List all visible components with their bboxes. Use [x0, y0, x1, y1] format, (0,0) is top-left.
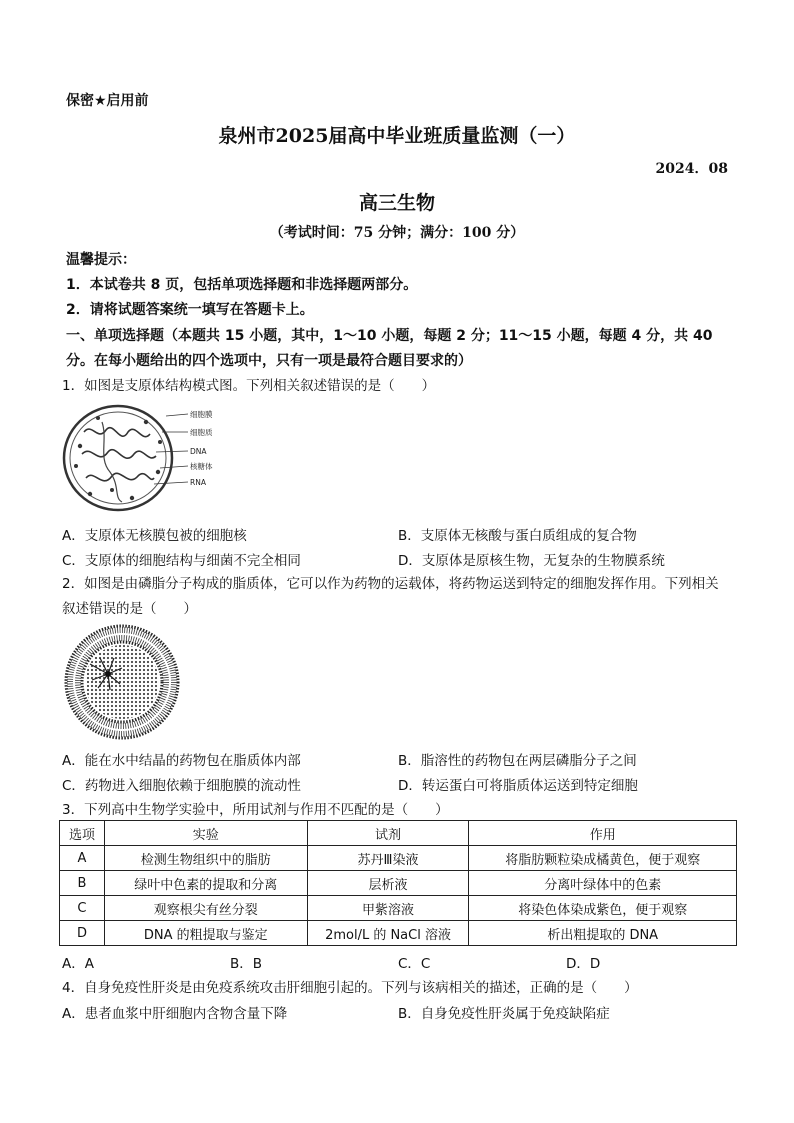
exam-info: （考试时间：75 分钟；满分：100 分） [269, 225, 525, 241]
table-row [60, 921, 737, 946]
table-cell: A [60, 846, 105, 871]
table-header: 作用 [469, 821, 737, 846]
figure-label: RNA [190, 478, 206, 487]
table-cell: 观察根尖有丝分裂 [104, 896, 307, 921]
exam-date: 2024．08 [655, 161, 728, 177]
table-cell: 绿叶中色素的提取和分离 [104, 871, 307, 896]
exam-subject: 高三生物 [358, 192, 435, 214]
table-header: 选项 [60, 821, 105, 846]
option-c: C．药物进入细胞依赖于细胞膜的流动性 [62, 778, 301, 794]
exam-title: 泉州市2025届高中毕业班质量监测（一） [218, 125, 576, 147]
option-b: B．支原体无核酸与蛋白质组成的复合物 [398, 528, 637, 544]
question-2-stem: 2．如图是由磷脂分子构成的脂质体，它可以作为药物的运载体，将药物运送到特定的细胞发挥作用。下列相关叙述错误的是（ ） [62, 576, 719, 617]
table-cell: 析出粗提取的 DNA [469, 921, 737, 946]
figure-label: 细胞质 [190, 428, 213, 437]
table-cell: D [60, 921, 105, 946]
figure-label: DNA [190, 447, 207, 456]
table-cell: 苏丹Ⅲ染液 [307, 846, 469, 871]
option-a: A．A [62, 956, 94, 972]
option-a: A．能在水中结晶的药物包在脂质体内部 [62, 753, 301, 769]
table-cell: 层析液 [307, 871, 469, 896]
option-d: D．支原体是原核生物，无复杂的生物膜系统 [398, 553, 665, 569]
table-cell: 2mol/L 的 NaCl 溶液 [307, 921, 469, 946]
option-d: D．D [566, 956, 601, 972]
option-c: C．支原体的细胞结构与细菌不完全相同 [62, 553, 301, 569]
figure-label: 细胞膜 [190, 410, 213, 419]
table-cell: 分离叶绿体中的色素 [469, 871, 737, 896]
experiment-table [59, 820, 737, 946]
tip-item: 1．本试卷共 8 页，包括单项选择题和非选择题两部分。 [66, 277, 418, 293]
question-3-stem: 3．下列高中生物学实验中，所用试剂与作用不匹配的是（ ） [62, 802, 449, 818]
option-c: C．C [398, 956, 431, 972]
question-4-stem: 4．自身免疫性肝炎是由免疫系统攻击肝细胞引起的。下列与该病相关的描述，正确的是（ ） [62, 980, 638, 996]
table-row [60, 871, 737, 896]
table-cell: C [60, 896, 105, 921]
table-header: 实验 [104, 821, 307, 846]
table-cell: 将脂肪颗粒染成橘黄色，便于观察 [469, 846, 737, 871]
table-cell: DNA 的粗提取与鉴定 [104, 921, 307, 946]
table-header-row [60, 821, 737, 846]
section-heading: 一、单项选择题（本题共 15 小题，其中，1～10 小题，每题 2 分；11～15 小题，每题 4 分，共 40 分。在每小题给出的四个选项中，只有一项是最符合题目要求的） [66, 328, 713, 369]
confidential-mark: 保密★启用前 [66, 93, 149, 109]
figure-label: 核糖体 [190, 462, 213, 471]
mycoplasma-diagram [62, 402, 222, 514]
option-d: D．转运蛋白可将脂质体运送到特定细胞 [398, 778, 638, 794]
option-a: A．患者血浆中肝细胞内含物含量下降 [62, 1006, 288, 1022]
option-a: A．支原体无核膜包被的细胞核 [62, 528, 247, 544]
option-b: B．自身免疫性肝炎属于免疫缺陷症 [398, 1006, 610, 1022]
liposome-diagram [62, 624, 184, 740]
table-cell: 将染色体染成紫色，便于观察 [469, 896, 737, 921]
table-cell: 甲紫溶液 [307, 896, 469, 921]
table-cell: B [60, 871, 105, 896]
option-b: B．B [230, 956, 263, 972]
tips-heading: 温馨提示： [66, 252, 136, 268]
table-header: 试剂 [307, 821, 469, 846]
table-row [60, 846, 737, 871]
question-1-stem: 1．如图是支原体结构模式图。下列相关叙述错误的是（ ） [62, 378, 436, 394]
tip-item: 2．请将试题答案统一填写在答题卡上。 [66, 302, 314, 318]
table-cell: 检测生物组织中的脂肪 [104, 846, 307, 871]
table-row [60, 896, 737, 921]
option-b: B．脂溶性的药物包在两层磷脂分子之间 [398, 753, 637, 769]
